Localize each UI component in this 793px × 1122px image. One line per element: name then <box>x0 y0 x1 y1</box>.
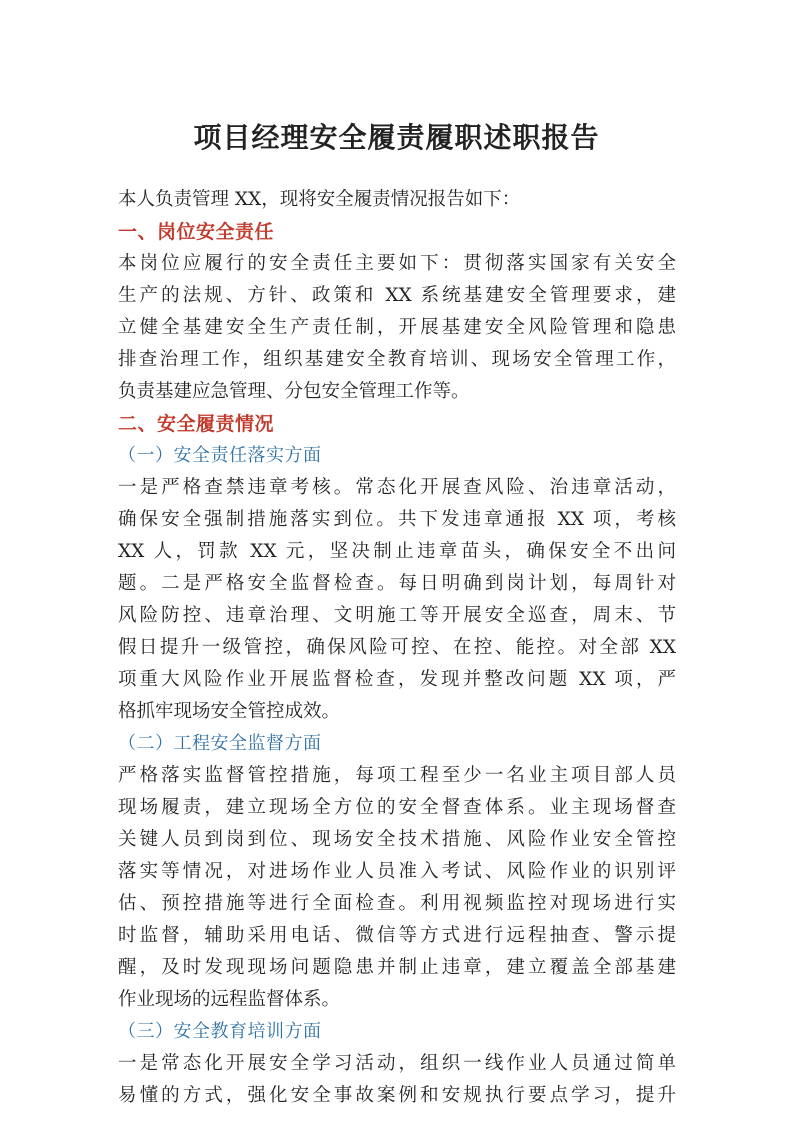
paragraph-line: 估、预控措施等进行全面检查。利用视频监控对现场进行实 <box>118 893 676 914</box>
paragraph-line: 一是常态化开展安全学习活动，组织一线作业人员通过简单 <box>118 1053 676 1074</box>
intro-paragraph: 本人负责管理 XX，现将安全履责情况报告如下： <box>118 189 521 210</box>
paragraph-line: 严格落实监督管控措施，每项工程至少一名业主项目部人员 <box>118 765 676 786</box>
paragraph-line: 生产的法规、方针、政策和 XX 系统基建安全管理要求，建 <box>118 285 676 306</box>
subsection-2-paragraph <box>118 760 676 1016</box>
paragraph-line: 本岗位应履行的安全责任主要如下：贯彻落实国家有关安全 <box>118 253 676 274</box>
section-2-heading: 二、安全履责情况 <box>118 413 275 435</box>
paragraph-line: 醒，及时发现现场问题隐患并制止违章，建立覆盖全部基建 <box>118 957 676 978</box>
subsection-2-heading: （二）工程安全监督方面 <box>118 733 322 754</box>
subsection-1-paragraph <box>118 472 676 728</box>
paragraph-line: 易懂的方式，强化安全事故案例和安规执行要点学习，提升 <box>118 1085 676 1106</box>
paragraph-line: 一是严格查禁违章考核。常态化开展查风险、治违章活动， <box>118 477 676 498</box>
paragraph-line: 确保安全强制措施落实到位。共下发违章通报 XX 项，考核 <box>118 509 676 530</box>
paragraph-line: 落实等情况，对进场作业人员准入考试、风险作业的识别评 <box>118 861 676 882</box>
paragraph-line: 时监督，辅助采用电话、微信等方式进行远程抽查、警示提 <box>118 925 676 946</box>
paragraph-line: 现场履责，建立现场全方位的安全督查体系。业主现场督查 <box>118 797 676 818</box>
paragraph-line: 立健全基建安全生产责任制，开展基建安全风险管理和隐患 <box>118 317 676 338</box>
paragraph-line: 假日提升一级管控，确保风险可控、在控、能控。对全部 XX <box>118 637 676 658</box>
paragraph-line: 题。二是严格安全监督检查。每日明确到岗计划，每周针对 <box>118 573 676 594</box>
document-title: 项目经理安全履责履职述职报告 <box>193 121 600 154</box>
paragraph-line: 作业现场的远程监督体系。 <box>118 989 341 1010</box>
paragraph-line: 项重大风险作业开展监督检查，发现并整改问题 XX 项，严 <box>118 669 676 690</box>
paragraph-line: 格抓牢现场安全管控成效。 <box>118 701 341 722</box>
paragraph-line: 负责基建应急管理、分包安全管理工作等。 <box>118 381 470 402</box>
paragraph-line: 风险防控、违章治理、文明施工等开展安全巡查，周末、节 <box>118 605 676 626</box>
section-1-heading: 一、岗位安全责任 <box>118 221 275 243</box>
subsection-3-paragraph <box>118 1048 676 1112</box>
paragraph-line: XX 人，罚款 XX 元，坚决制止违章苗头，确保安全不出问 <box>118 541 676 562</box>
paragraph-line: 排查治理工作，组织基建安全教育培训、现场安全管理工作， <box>118 349 676 370</box>
section-1-paragraph <box>118 248 676 408</box>
paragraph-line: 关键人员到岗到位、现场安全技术措施、风险作业安全管控 <box>118 829 676 850</box>
document-body <box>118 184 676 1112</box>
subsection-3-heading: （三）安全教育培训方面 <box>118 1021 322 1042</box>
subsection-1-heading: （一）安全责任落实方面 <box>118 445 322 466</box>
